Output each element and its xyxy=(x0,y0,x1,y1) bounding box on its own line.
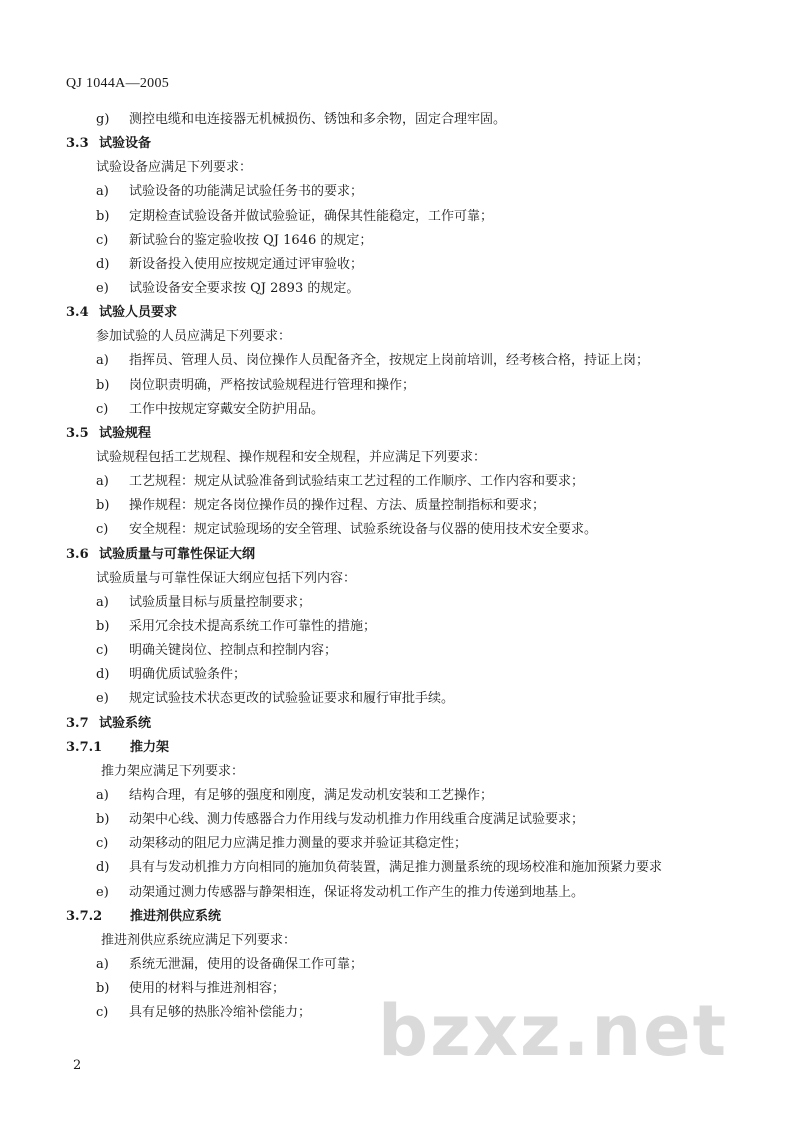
list-marker: a) xyxy=(96,956,109,972)
section-number: 3.6 xyxy=(66,546,89,562)
list-item-text: 新设备投入使用应按规定通过评审验收； xyxy=(129,256,364,272)
list-item xyxy=(0,229,800,253)
list-marker: c) xyxy=(96,1005,109,1021)
paragraph-text: 推力架应满足下列要求： xyxy=(101,763,245,779)
list-item-text: 结构合理，有足够的强度和刚度，满足发动机安装和工艺操作； xyxy=(129,787,494,803)
list-item xyxy=(0,180,800,204)
list-item xyxy=(0,518,800,542)
list-item xyxy=(0,349,800,373)
document-body xyxy=(0,108,800,1025)
list-item xyxy=(0,784,800,808)
list-item-text: 系统无泄漏，使用的设备确保工作可靠； xyxy=(129,956,364,972)
list-item xyxy=(0,639,800,663)
list-item xyxy=(0,108,800,132)
section-title: 试验人员要求 xyxy=(99,305,178,321)
list-marker: b) xyxy=(96,208,110,224)
list-item-text: 新试验台的鉴定验收按 QJ 1646 的规定； xyxy=(129,232,373,248)
list-item-text: 试验设备的功能满足试验任务书的要求； xyxy=(129,184,364,200)
paragraph xyxy=(0,325,800,349)
list-marker: b) xyxy=(96,981,110,997)
list-item xyxy=(0,687,800,711)
list-marker: c) xyxy=(96,522,109,538)
watermark-text: bzxz.net xyxy=(378,990,729,1072)
paragraph xyxy=(0,156,800,180)
paragraph-text: 试验质量与可靠性保证大纲应包括下列内容： xyxy=(96,570,357,586)
list-item xyxy=(0,253,800,277)
list-item-text: 具有与发动机推力方向相同的施加负荷装置，满足推力测量系统的现场校准和施加预紧力要求 xyxy=(129,860,663,876)
list-marker: b) xyxy=(96,618,110,634)
paragraph xyxy=(0,760,800,784)
paragraph-text: 推进剂供应系统应满足下列要求： xyxy=(101,932,297,948)
list-item xyxy=(0,856,800,880)
list-marker: g) xyxy=(96,112,110,127)
section-heading xyxy=(0,712,800,736)
list-item xyxy=(0,470,800,494)
list-item-text: 定期检查试验设备并做试验验证，确保其性能稳定，工作可靠； xyxy=(129,208,494,224)
list-marker: e) xyxy=(96,884,109,900)
list-item-text: 测控电缆和电连接器无机械损伤、锈蚀和多余物，固定合理牢固。 xyxy=(129,112,507,127)
list-item-text: 具有足够的热胀冷缩补偿能力； xyxy=(129,1005,312,1021)
list-item xyxy=(0,663,800,687)
list-item xyxy=(0,591,800,615)
list-item xyxy=(0,881,800,905)
list-item-text: 规定试验技术状态更改的试验验证要求和履行审批手续。 xyxy=(129,691,455,707)
list-marker: a) xyxy=(96,594,109,610)
list-item-text: 安全规程：规定试验现场的安全管理、试验系统设备与仪器的使用技术安全要求。 xyxy=(129,522,598,538)
document-code-header: QJ 1044A—2005 xyxy=(66,76,170,91)
list-marker: b) xyxy=(96,498,110,514)
list-item xyxy=(0,374,800,398)
list-marker: d) xyxy=(96,667,110,683)
paragraph xyxy=(0,446,800,470)
section-title: 试验质量与可靠性保证大纲 xyxy=(99,546,256,562)
list-marker: a) xyxy=(96,787,109,803)
list-item-text: 动架通过测力传感器与静架相连，保证将发动机工作产生的推力传递到地基上。 xyxy=(129,884,585,900)
list-item-text: 动架移动的阻尼力应满足推力测量的要求并验证其稳定性； xyxy=(129,836,468,852)
list-item-text: 采用冗余技术提高系统工作可靠性的措施； xyxy=(129,618,377,634)
section-title: 试验设备 xyxy=(99,136,152,152)
list-item xyxy=(0,953,800,977)
list-marker: b) xyxy=(96,377,110,393)
list-item xyxy=(0,832,800,856)
section-number: 3.7.2 xyxy=(66,908,103,924)
list-item-text: 动架中心线、测力传感器合力作用线与发动机推力作用线重合度满足试验要求； xyxy=(129,812,585,828)
list-item-text: 试验质量目标与质量控制要求； xyxy=(129,594,312,610)
section-heading xyxy=(0,736,800,760)
section-title: 推力架 xyxy=(130,739,170,755)
section-heading xyxy=(0,301,800,325)
paragraph xyxy=(0,567,800,591)
list-item xyxy=(0,205,800,229)
list-marker: a) xyxy=(96,474,109,490)
list-item xyxy=(0,277,800,301)
list-marker: c) xyxy=(96,401,109,417)
list-item-text: 工作中按规定穿戴安全防护用品。 xyxy=(129,401,325,417)
list-marker: c) xyxy=(96,836,109,852)
section-number: 3.5 xyxy=(66,425,89,441)
list-marker: d) xyxy=(96,860,110,876)
section-number: 3.3 xyxy=(66,136,89,152)
list-item-text: 操作规程：规定各岗位操作员的操作过程、方法、质量控制指标和要求； xyxy=(129,498,546,514)
paragraph-text: 试验设备应满足下列要求： xyxy=(96,160,253,176)
list-item-text: 明确优质试验条件； xyxy=(129,667,247,683)
list-item-text: 岗位职责明确，严格按试验规程进行管理和操作； xyxy=(129,377,416,393)
section-title: 试验系统 xyxy=(99,715,152,731)
section-heading xyxy=(0,132,800,156)
list-marker: a) xyxy=(96,184,109,200)
section-heading xyxy=(0,543,800,567)
paragraph-text: 参加试验的人员应满足下列要求： xyxy=(96,329,292,345)
page-number: 2 xyxy=(73,1058,82,1073)
list-marker: e) xyxy=(96,280,109,296)
list-item-text: 明确关键岗位、控制点和控制内容； xyxy=(129,643,338,659)
list-item-text: 试验设备安全要求按 QJ 2893 的规定。 xyxy=(129,280,360,296)
section-heading xyxy=(0,905,800,929)
list-item-text: 使用的材料与推进剂相容； xyxy=(129,981,286,997)
section-title: 推进剂供应系统 xyxy=(130,908,222,924)
list-item xyxy=(0,808,800,832)
section-title: 试验规程 xyxy=(99,425,152,441)
list-marker: c) xyxy=(96,643,109,659)
section-heading xyxy=(0,422,800,446)
list-item-text: 工艺规程：规定从试验准备到试验结束工艺过程的工作顺序、工作内容和要求； xyxy=(129,474,585,490)
list-item xyxy=(0,398,800,422)
list-item xyxy=(0,494,800,518)
list-marker: a) xyxy=(96,353,109,369)
section-number: 3.4 xyxy=(66,305,89,321)
paragraph xyxy=(0,929,800,953)
list-marker: c) xyxy=(96,232,109,248)
list-marker: d) xyxy=(96,256,110,272)
list-marker: b) xyxy=(96,812,110,828)
list-marker: e) xyxy=(96,691,109,707)
paragraph-text: 试验规程包括工艺规程、操作规程和安全规程，并应满足下列要求： xyxy=(96,449,487,465)
section-number: 3.7 xyxy=(66,715,89,731)
list-item xyxy=(0,615,800,639)
section-number: 3.7.1 xyxy=(66,739,103,755)
list-item-text: 指挥员、管理人员、岗位操作人员配备齐全，按规定上岗前培训，经考核合格，持证上岗； xyxy=(129,353,650,369)
